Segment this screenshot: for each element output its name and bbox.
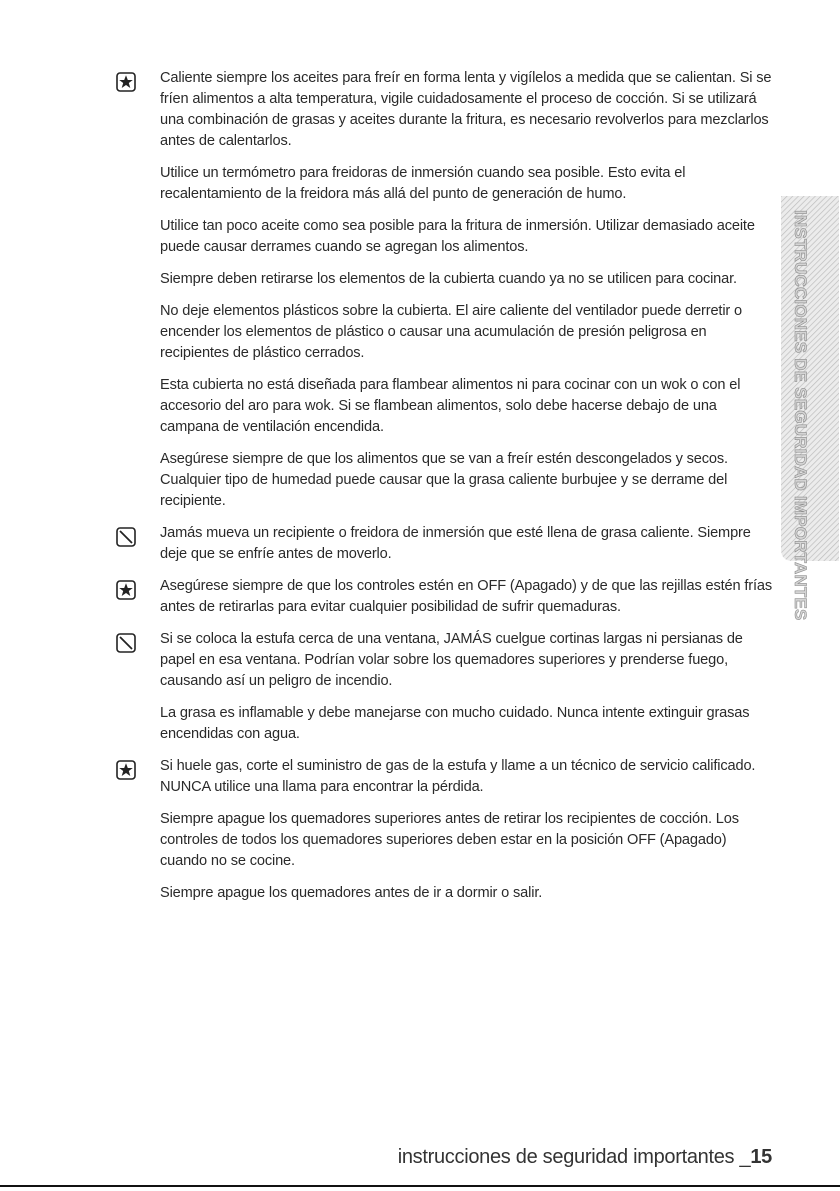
star-warning-icon (116, 72, 136, 92)
side-tab-label: INSTRUCCIONES DE SEGURIDAD IMPORTANTES (791, 210, 810, 621)
instruction-text: Si huele gas, corte el suministro de gas de la estufa y llame a un técnico de servicio calificado. NUNCA utilice una llama para encontrar la pérdida. (160, 758, 756, 795)
prohibited-icon (116, 527, 136, 547)
instruction-item (116, 449, 772, 512)
instruction-item (116, 163, 772, 205)
instruction-item (116, 809, 772, 872)
instruction-item (116, 216, 772, 258)
instruction-text: Utilice tan poco aceite como sea posible para la fritura de inmersión. Utilizar demasiado aceite puede causar derrames cuando se agregan los alimentos. (160, 218, 755, 255)
instruction-text: Siempre deben retirarse los elementos de la cubierta cuando ya no se utilicen para cocinar. (160, 271, 737, 287)
instruction-item (116, 269, 772, 290)
footer-rule (0, 1185, 840, 1187)
instruction-text: Asegúrese siempre de que los controles estén en OFF (Apagado) y de que las rejillas estén frías antes de retirarlas para evitar cualquier posibilidad de sufrir quemaduras. (160, 578, 772, 615)
instruction-item (116, 375, 772, 438)
star-warning-icon (116, 580, 136, 600)
instruction-text: Siempre apague los quemadores antes de ir a dormir o salir. (160, 885, 543, 901)
instruction-text: Si se coloca la estufa cerca de una ventana, JAMÁS cuelgue cortinas largas ni persianas de papel en esa ventana. Podrían volar sobre los quemadores superiores y prenderse fuego, causando así un peligro de incendio. (160, 631, 743, 689)
instruction-text: Jamás mueva un recipiente o freidora de inmersión que esté llena de grasa caliente. Siempre deje que se enfríe antes de moverlo. (160, 525, 751, 562)
instruction-item (116, 703, 772, 745)
instruction-item (116, 301, 772, 364)
page-footer (0, 1146, 772, 1169)
page-number: 15 (750, 1146, 772, 1168)
instruction-item (116, 576, 772, 618)
footer-title: instrucciones de seguridad importantes _ (397, 1146, 751, 1168)
instruction-text: Asegúrese siempre de que los alimentos que se van a freír estén descongelados y secos. Cualquier tipo de humedad puede causar que la grasa caliente burbujee y se derrame del recipiente. (160, 451, 728, 509)
instruction-item (116, 629, 772, 692)
instruction-item (116, 523, 772, 565)
instruction-text: Siempre apague los quemadores superiores antes de retirar los recipientes de cocción. Los controles de todos los quemadores superiores deben estar en la posición OFF (Apagado) cuando no se cocine. (160, 811, 739, 869)
instruction-item (116, 883, 772, 904)
safety-instructions-list (116, 68, 772, 915)
instruction-item (116, 756, 772, 798)
instruction-item (116, 68, 772, 152)
star-warning-icon (116, 760, 136, 780)
instruction-text: La grasa es inflamable y debe manejarse con mucho cuidado. Nunca intente extinguir grasas encendidas con agua. (160, 705, 750, 742)
instruction-text: Esta cubierta no está diseñada para flambear alimentos ni para cocinar con un wok o con el accesorio del aro para wok. Si se flambean alimentos, solo debe hacerse debajo de una campana de ventilación encendida. (160, 377, 741, 435)
instruction-text: No deje elementos plásticos sobre la cubierta. El aire caliente del ventilador puede derretir o encender los elementos de plástico o causar una acumulación de presión peligrosa en recipientes de plástico cerrados. (160, 303, 742, 361)
instruction-text: Caliente siempre los aceites para freír en forma lenta y vigílelos a medida que se calientan. Si se fríen alimentos a alta temperatura, vigile cuidadosamente el proceso de cocción. Si se utilizará una combinación de grasas y aceites durante la fritura, es necesario revolverlos para mezclarlos antes de calentarlos. (160, 70, 772, 149)
prohibited-icon (116, 633, 136, 653)
instruction-text: Utilice un termómetro para freidoras de inmersión cuando sea posible. Esto evita el recalentamiento de la freidora más allá del punto de generación de humo. (160, 165, 686, 202)
